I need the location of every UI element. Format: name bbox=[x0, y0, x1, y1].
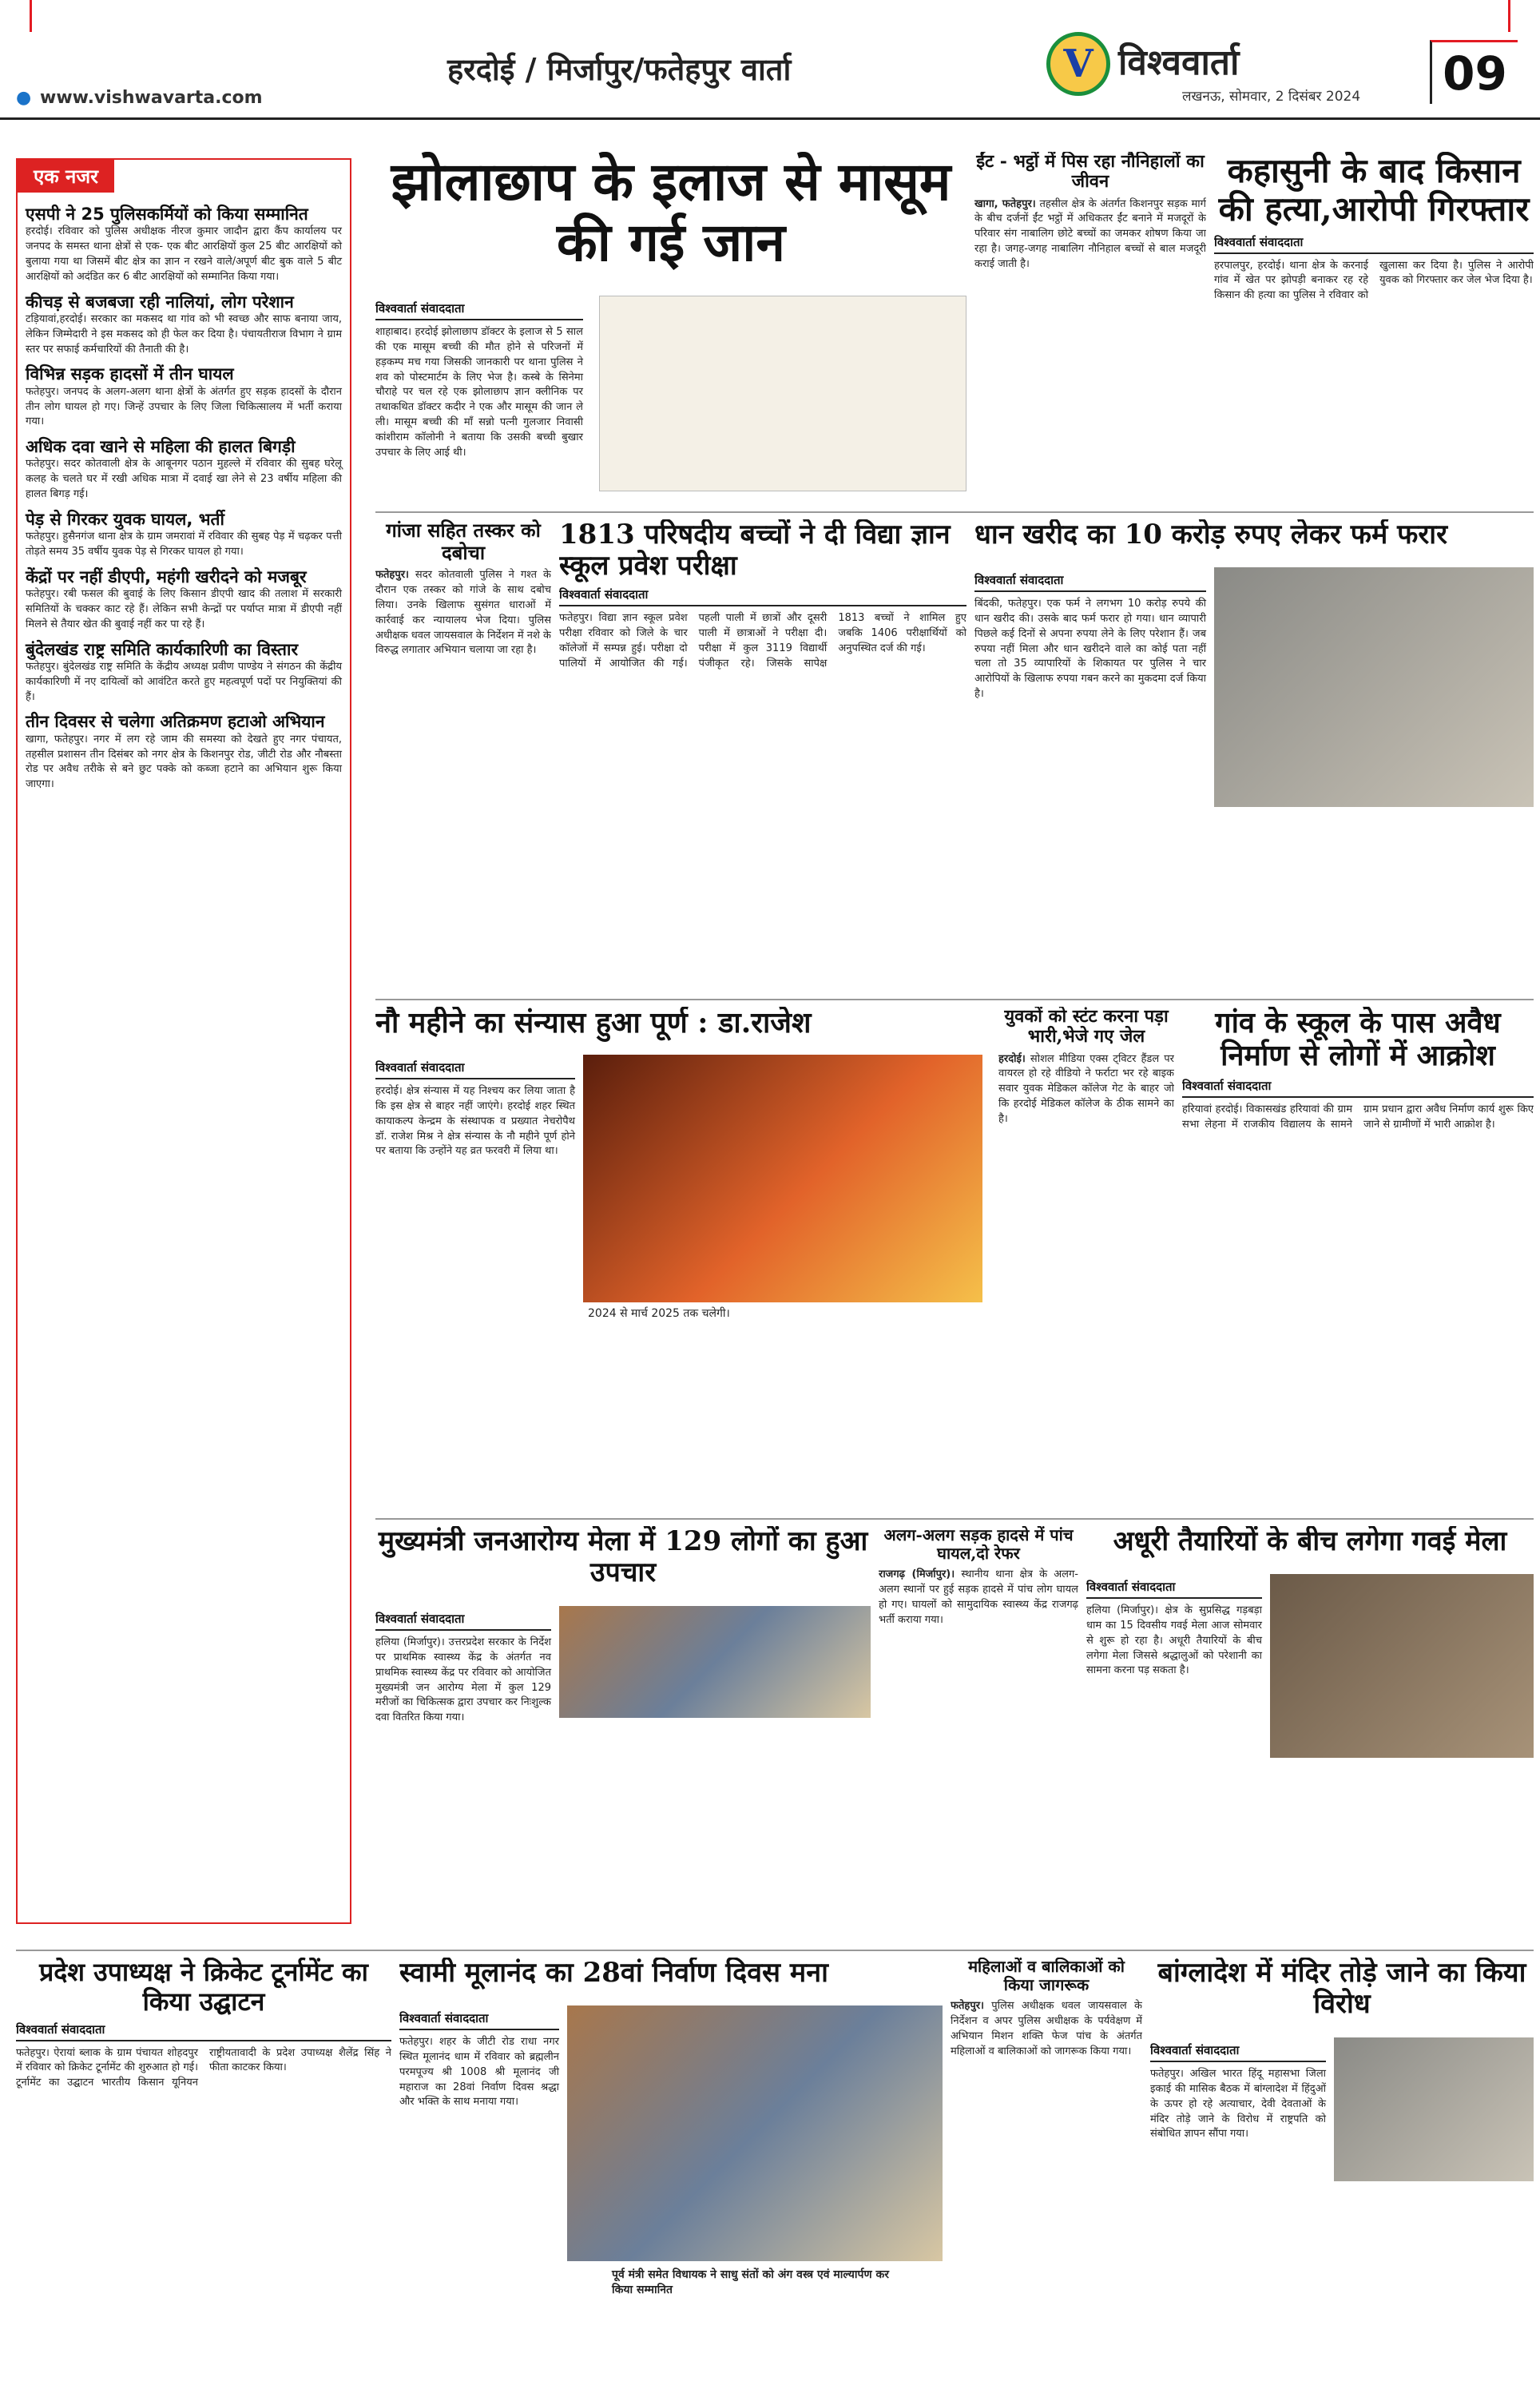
section-divider bbox=[375, 511, 1534, 513]
brief-headline: तीन दिवसर से चलेगा अतिक्रमण हटाओ अभियान bbox=[26, 712, 325, 732]
gavai-mela-story bbox=[1086, 1526, 1534, 1942]
arogya-photo bbox=[559, 1606, 871, 1718]
lead-body: शाहाबाद। हरदोई झोलाछाप डॉक्टर के इलाज से 5 साल की एक मासूम बच्ची की मौत होने से परिजनों में हड़कम्प मच गया जिसकी जानकारी पर थाना पुलिस ने शव को पोस्टमार्टम के लिए भेज है। कस्बे के सिनेमा चौराहे पर चल रहे एक झोलाछाप ज्ञान क्लीनिक पर तथाकथित डॉक्टर कदीर ने एक और मासूम की जान ले ली। मासूम बच्ची की माँ सन्नो पत्नी गुलजार निवासी कांशीराम कॉलोनी ने बताया कि उसकी बच्ची बुखार उपचार के लिए आई थी। bbox=[375, 326, 583, 459]
brief-headline: केंद्रों पर नहीं डीएपी, महंगी खरीदने को मजबूर bbox=[26, 566, 307, 586]
brief-body: फतेहपुर। बुंदेलखंड राष्ट्र समिति के केंद्रीय अध्यक्ष प्रवीण पाण्डेय ने संगठन की केंद्रीय कार्यकारिणी में नए दायित्वों को आवंटित करते हुए महत्वपूर्ण पदों पर नियुक्तियां की हैं। bbox=[26, 660, 342, 703]
brief-headline: बुंदेलखंड राष्ट्र समिति कार्यकारिणी का विस्तार bbox=[26, 639, 299, 659]
mahila-byline: फतेहपुर। bbox=[951, 2000, 984, 2012]
section-divider bbox=[16, 1950, 1534, 1951]
bangladesh-headline: बांग्लादेश में मंदिर तोड़े जाने का किया विरोध bbox=[1157, 1958, 1526, 2021]
gaon-byline: विश्ववार्ता संवाददाता bbox=[1182, 1078, 1534, 1098]
arogya-byline: विश्ववार्ता संवाददाता bbox=[375, 1611, 551, 1631]
cricket-body: फतेहपुर। ऐरायां ब्लाक के ग्राम पंचायत शोहदपुर में रविवार को क्रिकेट टूर्नामेंट की शुरुआत हो गई। टूर्नामेंट का उद्घाटन भारतीय किसान यूनियन राष्ट्रीयतावादी के प्रदेश उपाध्यक्ष शैलेंद्र सिंह ने फीता काटकर किया। bbox=[16, 2046, 391, 2089]
brief-headline: कीचड़ से बजबजा रही नालियां, लोग परेशान bbox=[26, 292, 294, 312]
kahasuni-byline: विश्ववार्ता संवाददाता bbox=[1214, 234, 1534, 254]
hadse-text: स्थानीय थाना क्षेत्र के अलग-अलग स्थानों पर हुई सड़क हादसे में पांच लोग घायल हो गए। घायलों को सामुदायिक स्वास्थ्य केंद्र राजगढ़ भर्ती कराया गया। bbox=[879, 1568, 1078, 1626]
section-title: हरदोई / मिर्जापुर/फतेहपुर वार्ता bbox=[447, 52, 792, 87]
gaon-school-story bbox=[1182, 1007, 1534, 1510]
cricket-story bbox=[16, 1958, 391, 2389]
eent-bhatta-story bbox=[974, 152, 1206, 503]
ganja-byline: फतेहपुर। bbox=[375, 569, 409, 582]
cricket-byline: विश्ववार्ता संवाददाता bbox=[16, 2021, 391, 2041]
brand-logo bbox=[1046, 32, 1110, 96]
kahasuni-body: हरपालपुर, हरदोई। थाना क्षेत्र के करनाई गांव में खेत पर झोपड़ी बनाकर रह रहे किसान की हत्या का पुलिस ने रविवार को खुलासा कर दिया है। पुलिस ने आरोपी युवक को गिरफ्तार कर जेल भेज दिया है। bbox=[1214, 259, 1534, 302]
mahila-text: पुलिस अधीक्षक धवल जायसवाल के निर्देशन व अपर पुलिस अधीक्षक के पर्यवेक्षण में अभियान मिशन शक्ति फेज पांच के अंतर्गत महिलाओं व बालिकाओं को जागरूक किया गया। bbox=[951, 2000, 1142, 2057]
brief-body: फतेहपुर। सदर कोतवाली क्षेत्र के आबूनगर पठान मुहल्ले में रविवार की सुबह घरेलू कलह के चलते घर में रखी अधिक मात्रा में दवाई खा लेने से 23 वर्षीय महिला की हालत बिगड़ गई। bbox=[26, 458, 342, 501]
ganja-text: सदर कोतवाली पुलिस ने गश्त के दौरान एक तस्कर को गांजे के साथ दबोच लिया। उनके खिलाफ सुसंगत धाराओं में कार्रवाई कर न्यायालय भेज दिया। पुलिस अधीक्षक धवल जायसवाल के निर्देशन में नशे के विरुद्ध लगातार अभियान चलाया जा रहा है। bbox=[375, 569, 551, 657]
gavai-body: हलिया (मिर्जापुर)। क्षेत्र के सुप्रसिद्ध गड़बड़ा धाम का 15 दिवसीय गवई मेला आज सोमवार से शुरू हो रहा है। अधूरी तैयारियों के बीच लगेगा मेला जिससे श्रद्धालुओं को परेशानी का सामना करना पड़ सकता है। bbox=[1086, 1604, 1262, 1677]
stunt-headline: युवकों को स्टंट करना पड़ा भारी,भेजे गए जेल bbox=[1004, 1007, 1169, 1047]
sanyas-story bbox=[375, 1007, 990, 1510]
cartoon-illustration bbox=[599, 296, 966, 491]
moolanand-photo bbox=[567, 2005, 943, 2261]
eent-byline: खागा, फतेहपुर। bbox=[974, 197, 1036, 210]
dhan-byline: विश्ववार्ता संवाददाता bbox=[974, 572, 1206, 592]
arogya-body: हलिया (मिर्जापुर)। उत्तरप्रदेश सरकार के निर्देश पर प्राथमिक स्वास्थ्य केंद्र के अंतर्गत नव प्राथमिक स्वास्थ्य केंद्र पर रविवार को आयोजित मुख्यमंत्री जन आरोग्य मेला में कुल 129 मरीजों का चिकित्सक द्वारा उपचार कर निःशुल्क दवा वितरित किया गया। bbox=[375, 1636, 551, 1724]
mahila-body bbox=[951, 1999, 1142, 2059]
gaon-body: हरियावां हरदोई। विकासखंड हरियावां की ग्राम सभा लेहना में राजकीय विद्यालय के सामने ग्राम प्रधान द्वारा अवैध निर्माण कार्य शुरू किए जाने से ग्रामीणों में भारी आक्रोश है। bbox=[1182, 1103, 1534, 1131]
moolanand-byline: विश्ववार्ता संवाददाता bbox=[399, 2010, 559, 2030]
section-divider bbox=[375, 999, 1534, 1000]
stunt-text: सोशल मीडिया एक्स ट्विटर हैंडल पर वायरल हो रहे वीडियो ने फर्राटा भर रहे बाइक सवार युवक मेडिकल कॉलेज गेट के बाहर जो कि हरदोई मेडिकल कॉलेज के ठीक सामने का है। bbox=[998, 1052, 1174, 1125]
moolanand-body: फतेहपुर। शहर के जीटी रोड राधा नगर स्थित मूलानंद धाम में रविवार को ब्रह्मलीन परमपूज्य श्री 1008 श्री मूलानंद जी महाराज का 28वां निर्वाण दिवस श्रद्धा और भक्ति के साथ मनाया गया। bbox=[399, 2036, 559, 2109]
lead-byline: विश्ववार्ता संवाददाता bbox=[375, 300, 583, 320]
eent-body bbox=[974, 197, 1206, 272]
dhan-khareed-story bbox=[974, 519, 1534, 991]
cricket-headline: प्रदेश उपाध्यक्ष ने क्रिकेट टूर्नामेंट का किया उद्घाटन bbox=[39, 1958, 368, 2017]
gavai-byline: विश्ववार्ता संवाददाता bbox=[1086, 1579, 1262, 1599]
mahila-headline: महिलाओं व बालिकाओं को किया जागरूक bbox=[968, 1958, 1125, 1994]
sanyas-body: हरदोई। क्षेत्र संन्यास में यह निश्चय कर लिया जाता है कि इस क्षेत्र से बाहर नहीं जाएंगे। हरदोई शहर स्थित कायाकल्प केन्द्रम के संस्थापक व प्रख्यात नेचरोपैथ डॉ. राजेश मिश्र ने क्षेत्र संन्यास के नौ महीने पूर्ण होने पर बताया कि उन्होंने यह व्रत फरवरी में लिया था। bbox=[375, 1085, 575, 1158]
brief-list bbox=[26, 204, 342, 793]
stunt-story bbox=[998, 1007, 1174, 1510]
site-url[interactable]: www.vishwavarta.com bbox=[40, 88, 263, 108]
dhan-photo bbox=[1214, 567, 1534, 807]
gavai-photo bbox=[1270, 1574, 1534, 1758]
ganja-body bbox=[375, 568, 551, 658]
brief-headline: विभिन्न सड़क हादसों में तीन घायल bbox=[26, 364, 234, 384]
ganja-story bbox=[375, 519, 551, 991]
moolanand-story bbox=[399, 1958, 943, 2389]
brief-body: हरदोई। रविवार को पुलिस अधीक्षक नीरज कुमार जादौन द्वारा कैंप कार्यालय पर जनपद के समस्त थाना क्षेत्रों से एक- एक बीट आरक्षियों कुल 25 बीट आरक्षियों को बुलाया गया था जिसमें बीट क्षेत्र का ज्ञान न रखने वाले/अपूर्ण बीट बुक वाले 5 बीट आरक्षियों को अदंडित कर 6 बीट आरक्षियों को सम्मानित किया गया। bbox=[26, 225, 342, 283]
moolanand-caption: पूर्व मंत्री समेत विधायक ने साधु संतों को अंग वस्त्र एवं माल्यार्पण कर किया सम्मानित bbox=[607, 2265, 911, 2299]
masthead bbox=[0, 0, 1540, 120]
ganja-headline: गांजा सहित तस्कर को दबोचा bbox=[386, 519, 541, 564]
brief-body: खागा, फतेहपुर। नगर में लग रहे जाम की समस्या को देखते हुए नगर पंचायत, तहसील प्रशासन तीन दिसंबर को नगर क्षेत्र के किशनपुर रोड, जीटी रोड और नौबस्ता रोड पर अवैध तरीके से बने छुट पक्के को कब्जा हटाने का अभियान शुरू किया जाएगा। bbox=[26, 733, 342, 791]
sanyas-caption: 2024 से मार्च 2025 तक चलेगी। bbox=[583, 1304, 735, 1322]
bangladesh-body: फतेहपुर। अखिल भारत हिंदू महासभा जिला इकाई की मासिक बैठक में बांग्लादेश में हिंदुओं के ऊपर हो रहे अत्याचार, देवी देवताओं के मंदिर तोड़े जाने के विरोध में राष्ट्रपति को संबोधित ज्ञापन सौंपा गया। bbox=[1150, 2068, 1326, 2141]
dhan-headline: धान खरीद का 10 करोड़ रुपए लेकर फर्म फरार bbox=[974, 519, 1447, 551]
dateline: लखनऊ, सोमवार, 2 दिसंबर 2024 bbox=[1182, 89, 1361, 105]
logo-letter: V bbox=[1063, 42, 1093, 86]
vidya-byline: विश्ववार्ता संवाददाता bbox=[559, 586, 966, 606]
lead-story bbox=[375, 152, 966, 503]
brief-body: फतेहपुर। हुसैनगंज थाना क्षेत्र के ग्राम जमरावां में रविवार की सुबह पेड़ में चढ़कर पत्ती तोड़ते समय 35 वर्षीय युवक पेड़ से गिरकर घायल हो गया। bbox=[26, 531, 342, 559]
vidya-body: फतेहपुर। विद्या ज्ञान स्कूल प्रवेश परीक्षा रविवार को जिले के चार कॉलेजों में सम्पन्न हुई। परीक्षा दो पालियों में आयोजित की गई। पहली पाली में छात्रों और दूसरी पाली में छात्राओं ने परीक्षा दी। परीक्षा में कुल 3119 विद्यार्थी पंजीकृत रहे। जिसके सापेक्ष 1813 बच्चों ने शामिल हुए जबकि 1406 परीक्षार्थियों को अनुपस्थित दर्ज की गई। bbox=[559, 612, 966, 670]
ek-nazar-panel bbox=[16, 158, 351, 1924]
arogya-headline: मुख्यमंत्री जनआरोग्य मेला में 129 लोगों का हुआ उपचार bbox=[378, 1526, 868, 1589]
brief-headline: एसपी ने 25 पुलिसकर्मियों को किया सम्मानित bbox=[26, 205, 308, 224]
page-number: 09 bbox=[1430, 40, 1518, 104]
stunt-body bbox=[998, 1052, 1174, 1127]
bangladesh-byline: विश्ववार्ता संवाददाता bbox=[1150, 2042, 1326, 2062]
brief-body: फतेहपुर। रबी फसल की बुवाई के लिए किसान डीएपी खाद की तलाश में सरकारी समितियों के चक्कर काट रहे हैं। लेकिन सभी केन्द्रों पर पर्याप्त मात्रा में डीएपी नहीं मिलने से तैयार खेत की बुवाई नहीं कर पा रहे हैं। bbox=[26, 588, 342, 630]
mahila-jagrook-story bbox=[951, 1958, 1142, 2389]
ek-nazar-label: एक नजर bbox=[18, 160, 114, 193]
brief-headline: पेड़ से गिरकर युवक घायल, भर्ती bbox=[26, 509, 224, 529]
brief-body: फतेहपुर। जनपद के अलग-अलग थाना क्षेत्रों के अंतर्गत हुए सड़क हादसों के दौरान तीन लोग घायल हो गए। जिन्हें उपचार के लिए जिला चिकित्सालय में भर्ती कराया गया। bbox=[26, 385, 342, 428]
kahasuni-story bbox=[1214, 152, 1534, 503]
kahasuni-headline: कहासुनी के बाद किसान की हत्या,आरोपी गिरफ्तार bbox=[1218, 152, 1530, 229]
arogya-mela-story bbox=[375, 1526, 871, 1942]
moolanand-headline: स्वामी मूलानंद का 28वां निर्वाण दिवस मना bbox=[399, 1958, 828, 1989]
vidya-gyan-story bbox=[559, 519, 966, 991]
bangladesh-photo bbox=[1334, 2037, 1534, 2181]
sadak-hadse-story bbox=[879, 1526, 1078, 1942]
hadse-body bbox=[879, 1568, 1078, 1628]
vidya-headline: 1813 परिषदीय बच्चों ने दी विद्या ज्ञान स्कूल प्रवेश परीक्षा bbox=[559, 519, 951, 582]
sanyas-photo bbox=[583, 1055, 982, 1302]
lead-headline: झोलाछाप के इलाज से मासूम की गई जान bbox=[391, 152, 951, 273]
globe-icon: ● bbox=[16, 88, 32, 108]
brief-body: टड़ियावां,हरदोई। सरकार का मकसद था गांव को भी स्वच्छ और साफ बनाया जाय, लेकिन जिम्मेदारी ने इस मकसद को ही फेल कर दिया है। पंचायतीराज विभाग ने ग्राम स्तर पर सफाई कर्मचारियों की तैनाती की है। bbox=[26, 312, 342, 356]
bangladesh-story bbox=[1150, 1958, 1534, 2389]
brand-name: विश्ववार्ता bbox=[1118, 42, 1240, 83]
sanyas-byline: विश्ववार्ता संवाददाता bbox=[375, 1059, 575, 1079]
stunt-byline: हरदोई। bbox=[998, 1052, 1026, 1065]
dhan-body: बिंदकी, फतेहपुर। एक फर्म ने लगभग 10 करोड़ रुपये की धान खरीद की। उसके बाद फर्म फरार हो गया। धान व्यापारी पिछले कई दिनों से अपना रुपया लेने के लिए परेशान हैं। जब रुपया नहीं मिला और धान खरीदने वाले का कोई पता नहीं चला तो 35 व्यापारियों के शिकायत पर पुलिस ने चार आरोपियों के खिलाफ रुपया गबन करने का मुकदमा दर्ज किया है। bbox=[974, 598, 1206, 701]
eent-headline: ईंट - भट्ठों में पिस रहा नौनिहालों का जीवन bbox=[976, 152, 1205, 193]
hadse-byline: राजगढ़ (मिर्जापुर)। bbox=[879, 1568, 955, 1580]
eent-text: तहसील क्षेत्र के अंतर्गत किशनपुर सड़क मार्ग के बीच दर्जनों ईंट भट्ठों में अधिकतर ईंट बनाने में मजदूरों के परिवार संग नाबालिग छोटे बच्चों का जमकर शोषण किया जा रहा है। जगह-जगह नाबालिग नौनिहाल बच्चों से बाल मजदूरी कराई जाती है। bbox=[974, 197, 1206, 270]
sanyas-headline: नौ महीने का संन्यास हुआ पूर्ण : डा.राजेश bbox=[375, 1007, 812, 1040]
gavai-headline: अधूरी तैयारियों के बीच लगेगा गवई मेला bbox=[1113, 1526, 1507, 1557]
hadse-headline: अलग-अलग सड़क हादसे में पांच घायल,दो रेफर bbox=[883, 1526, 1074, 1563]
brief-headline: अधिक दवा खाने से महिला की हालत बिगड़ी bbox=[26, 437, 296, 457]
section-divider bbox=[375, 1518, 1534, 1520]
gaon-headline: गांव के स्कूल के पास अवैध निर्माण से लोगों में आक्रोश bbox=[1215, 1007, 1501, 1073]
